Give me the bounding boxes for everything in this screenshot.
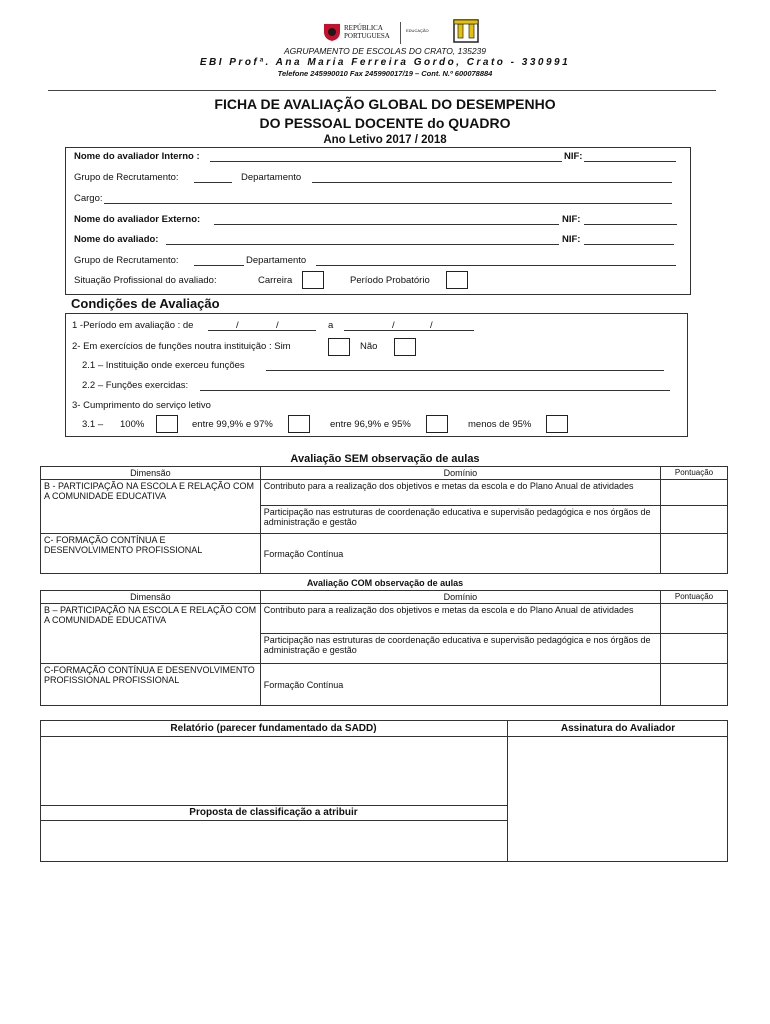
- com-dim-b: B – PARTICIPAÇÃO NA ESCOLA E RELAÇÃO COM A COMUNIDADE EDUCATIVA: [41, 604, 261, 664]
- com-dom-2: Participação nas estruturas de coordenação educativa e supervisão pedagógica e nos órgãos de administração e gestão: [260, 634, 660, 664]
- opt3-checkbox[interactable]: [426, 415, 448, 433]
- republica-logo: [322, 22, 342, 42]
- logo-small-text: EDUCAÇÃO: [406, 28, 429, 33]
- grupo-label-1: Grupo de Recrutamento:: [74, 172, 179, 183]
- opt-prefix: 3.1 –: [82, 419, 104, 430]
- departamento-field-1[interactable]: [312, 182, 672, 183]
- assinatura-header: Assinatura do Avaliador: [560, 723, 676, 734]
- nif-label-1: NIF:: [564, 151, 583, 162]
- carreira-label: Carreira: [258, 275, 293, 286]
- grupo-field-2[interactable]: [194, 265, 244, 266]
- periodo-to-field[interactable]: [344, 330, 474, 331]
- nao-label: Não: [360, 341, 378, 352]
- com-score-1[interactable]: [661, 604, 728, 634]
- carreira-checkbox[interactable]: [302, 271, 324, 289]
- opt2-label: entre 99,9% e 97%: [192, 419, 273, 430]
- assinatura-area[interactable]: [508, 737, 727, 861]
- avaliado-field[interactable]: [166, 244, 559, 245]
- funcoes-field[interactable]: [200, 390, 670, 391]
- sem-dom-2: Participação nas estruturas de coordenação educativa e supervisão pedagógica e nos órgãos de administração e gestão: [260, 506, 660, 534]
- form-title-line2: DO PESSOAL DOCENTE do QUADRO: [259, 115, 511, 131]
- cumprimento-label: 3- Cumprimento do serviço letivo: [72, 400, 211, 411]
- avaliador-interno-field[interactable]: [210, 161, 562, 162]
- opt1-label: 100%: [120, 419, 145, 430]
- com-score-3[interactable]: [661, 664, 728, 706]
- departamento-field-2[interactable]: [316, 265, 676, 266]
- com-dom-3: Formação Contínua: [260, 664, 660, 706]
- cargo-label: Cargo:: [74, 193, 103, 204]
- departamento-label-1: Departamento: [241, 172, 302, 183]
- departamento-label-2: Departamento: [246, 255, 307, 266]
- logo-text-2: PORTUGUESA: [344, 32, 390, 40]
- com-dom-1: Contributo para a realização dos objetivos e metas da escola e do Plano Anual de atividades: [260, 604, 660, 634]
- opt3-label: entre 96,9% e 95%: [330, 419, 411, 430]
- nif-label-3: NIF:: [562, 234, 581, 245]
- exercicio-label: 2- Em exercícios de funções noutra instituição : Sim: [72, 341, 291, 352]
- instituicao-field[interactable]: [266, 370, 664, 371]
- sem-dim-c: C- FORMAÇÃO CONTÍNUA E DESENVOLVIMENTO PROFISSIONAL: [41, 534, 261, 574]
- contacts-line: Telefone 245990010 Fax 245990017/19 – Cont. N.º 600078884: [277, 69, 493, 78]
- probatorio-checkbox[interactable]: [446, 271, 468, 289]
- com-table: [40, 590, 728, 706]
- com-col-dominio: Domínio: [260, 591, 660, 604]
- com-col-pontuacao: Pontuação: [661, 591, 728, 604]
- cargo-field[interactable]: [104, 203, 672, 204]
- condicoes-heading: Condições de Avaliação: [71, 296, 220, 311]
- sem-heading: Avaliação SEM observação de aulas: [290, 453, 480, 465]
- proposta-area[interactable]: [41, 821, 507, 861]
- periodo-a-label: a: [328, 320, 334, 331]
- relatorio-area[interactable]: [41, 737, 507, 805]
- sim-checkbox[interactable]: [328, 338, 350, 356]
- com-dim-c: C-FORMAÇÃO CONTÍNUA E DESENVOLVIMENTO PROFISSIONAL PROFISSIONAL: [41, 664, 261, 706]
- school-emblem-icon: [451, 16, 481, 46]
- nif-field-3[interactable]: [584, 244, 674, 245]
- avaliador-externo-field[interactable]: [214, 224, 559, 225]
- avaliador-externo-label: Nome do avaliador Externo:: [74, 214, 201, 225]
- avaliador-interno-label: Nome do avaliador Interno :: [74, 151, 200, 162]
- com-heading: Avaliação COM observação de aulas: [306, 578, 464, 588]
- opt2-checkbox[interactable]: [288, 415, 310, 433]
- sem-score-2[interactable]: [661, 506, 728, 534]
- school-year: Ano Letivo 2017 / 2018: [323, 134, 447, 146]
- situacao-label: Situação Profissional do avaliado:: [74, 275, 217, 286]
- com-score-2[interactable]: [661, 634, 728, 664]
- agrupamento-line: AGRUPAMENTO DE ESCOLAS DO CRATO, 135239: [283, 46, 487, 56]
- sem-table: [40, 466, 728, 574]
- nao-checkbox[interactable]: [394, 338, 416, 356]
- logo-text-1: REPÚBLICA: [344, 24, 383, 32]
- proposta-header: Proposta de classificação a atribuir: [189, 807, 358, 818]
- sem-col-dimensao: Dimensão: [41, 467, 261, 480]
- opt4-checkbox[interactable]: [546, 415, 568, 433]
- form-title-line1: FICHA DE AVALIAÇÃO GLOBAL DO DESEMPENHO: [214, 96, 556, 112]
- nif-field-2[interactable]: [584, 224, 677, 225]
- sem-dom-1: Contributo para a realização dos objetivos e metas da escola e do Plano Anual de atividades: [260, 480, 660, 506]
- sem-col-pontuacao: Pontuação: [661, 467, 728, 480]
- instituicao-label: 2.1 – Instituição onde exerceu funções: [82, 360, 245, 371]
- sem-col-dominio: Domínio: [260, 467, 660, 480]
- sem-dim-b: B - PARTICIPAÇÃO NA ESCOLA E RELAÇÃO COM A COMUNIDADE EDUCATIVA: [41, 480, 261, 534]
- school-name: EBI Profª. Ana Maria Ferreira Gordo, Crato - 330991: [199, 57, 571, 68]
- sem-score-1[interactable]: [661, 480, 728, 506]
- sem-dom-3: Formação Contínua: [260, 534, 660, 574]
- nif-label-2: NIF:: [562, 214, 581, 225]
- opt4-label: menos de 95%: [468, 419, 532, 430]
- grupo-field-1[interactable]: [194, 182, 232, 183]
- funcoes-label: 2.2 – Funções exercidas:: [82, 380, 189, 391]
- nif-field-1[interactable]: [584, 161, 676, 162]
- periodo-label: 1 -Período em avaliação : de: [72, 320, 194, 331]
- sem-score-3[interactable]: [661, 534, 728, 574]
- com-col-dimensao: Dimensão: [41, 591, 261, 604]
- grupo-label-2: Grupo de Recrutamento:: [74, 255, 179, 266]
- probatorio-label: Período Probatório: [350, 275, 430, 286]
- avaliado-label: Nome do avaliado:: [74, 234, 159, 245]
- opt1-checkbox[interactable]: [156, 415, 178, 433]
- periodo-from-field[interactable]: [208, 330, 316, 331]
- relatorio-header: Relatório (parecer fundamentado da SADD): [170, 723, 377, 734]
